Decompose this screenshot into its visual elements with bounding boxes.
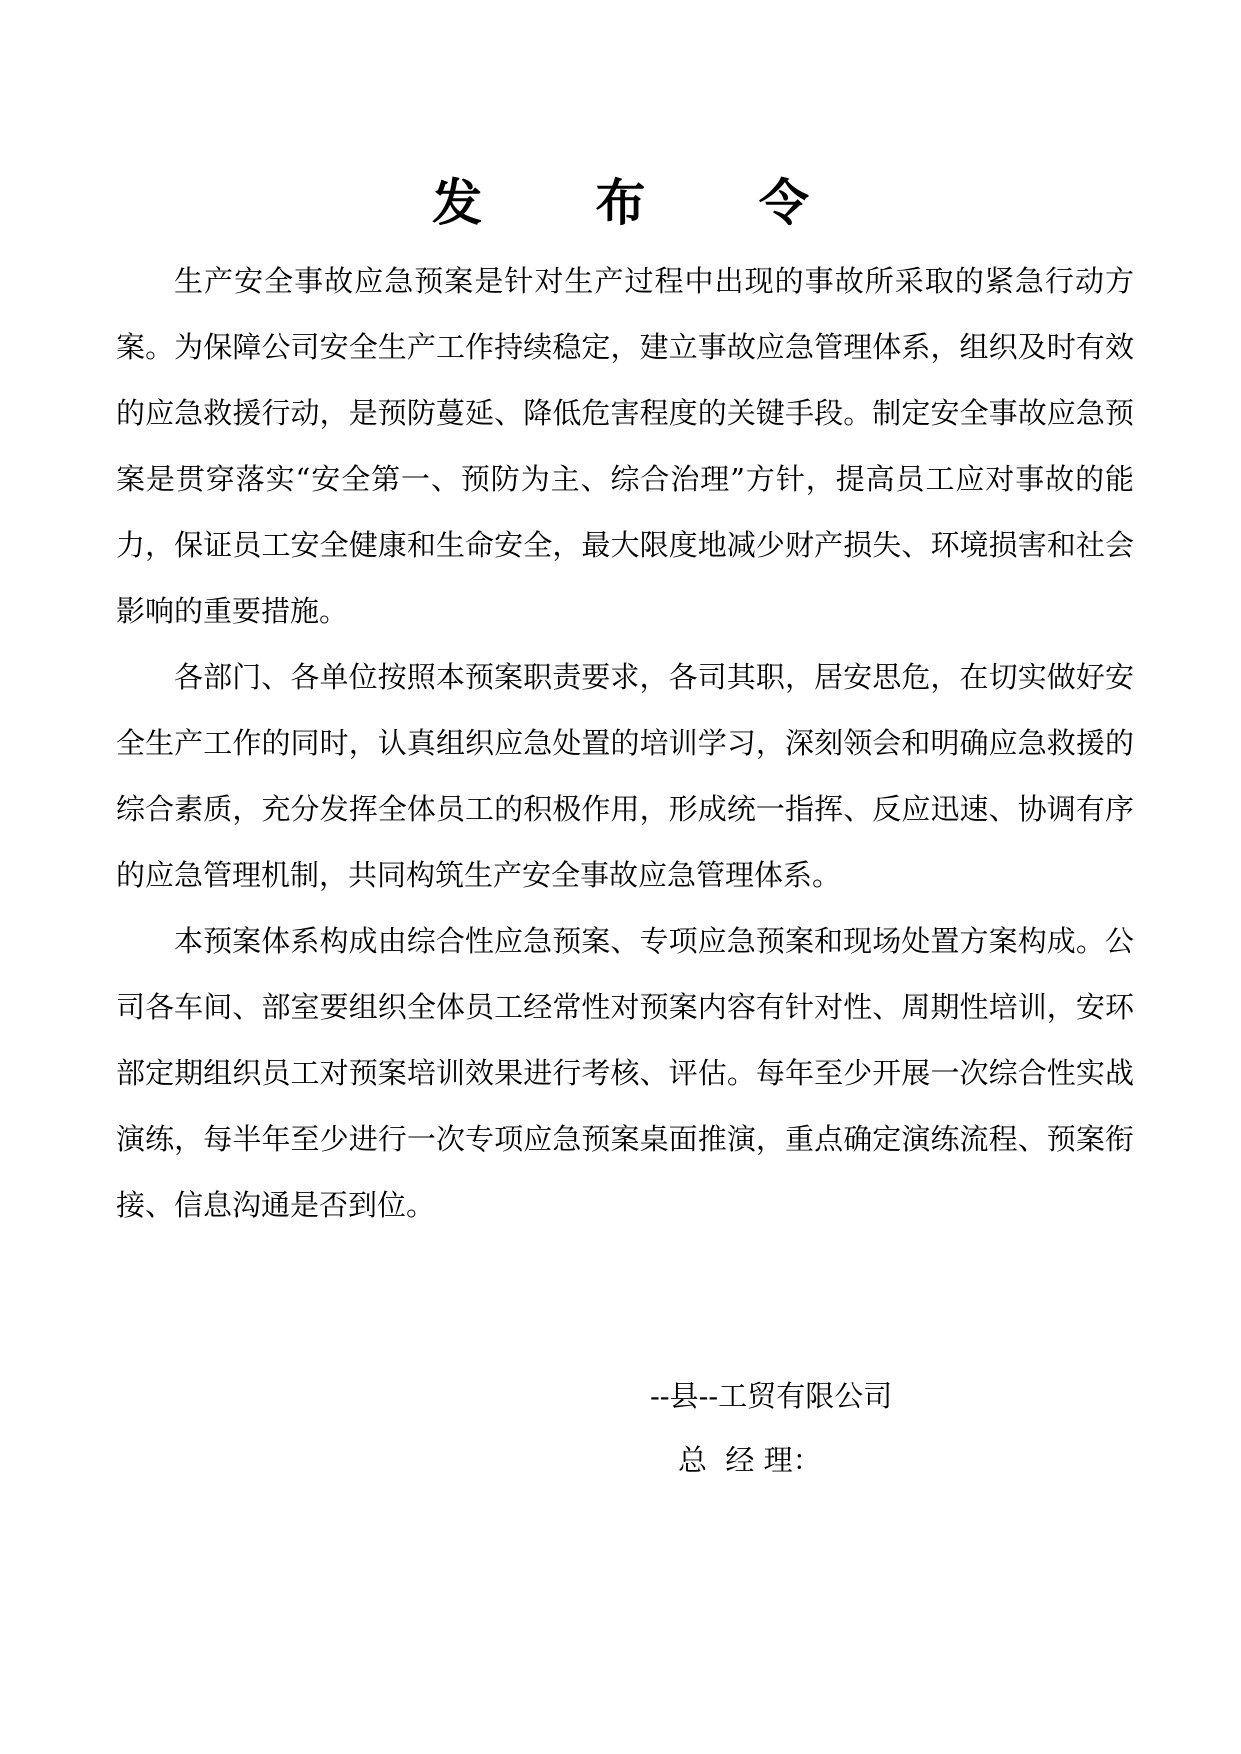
document-title: [0, 168, 1241, 238]
title-char: 发: [432, 174, 483, 232]
company-name: --县--工贸有限公司: [650, 1379, 893, 1413]
document-body: [116, 248, 1134, 1238]
paragraph: 各部门、各单位按照本预案职责要求，各司其职，居安思危，在切实做好安全生产工作的同时，认真组织应急处置的培训学习，深刻领会和明确应急救援的综合素质，充分发挥全体员工的积极作用，形成统一指挥、反应迅速、协调有序的应急管理机制，共同构筑生产安全事故应急管理体系。: [116, 660, 1134, 892]
general-manager-label: 总 经 理：: [678, 1443, 822, 1477]
paragraph: 生产安全事故应急预案是针对生产过程中出现的事故所采取的紧急行动方案。为保障公司安全生产工作持续稳定，建立事故应急管理体系，组织及时有效的应急救援行动，是预防蔓延、降低危害程度的关键手段。制定安全事故应急预案是贯穿落实“安全第一、预防为主、综合治理”方针，提高员工应对事故的能力，保证员工安全健康和生命安全，最大限度地减少财产损失、环境损害和社会影响的重要措施。: [116, 264, 1134, 628]
signature-block: [650, 1364, 1050, 1492]
title-char: 令: [758, 174, 809, 232]
title-char: 布: [595, 174, 646, 232]
paragraph: 本预案体系构成由综合性应急预案、专项应急预案和现场处置方案构成。公司各车间、部室要组织全体员工经常性对预案内容有针对性、周期性培训，安环部定期组织员工对预案培训效果进行考核、评估。每年至少开展一次综合性实战演练，每半年至少进行一次专项应急预案桌面推演，重点确定演练流程、预案衔接、信息沟通是否到位。: [116, 924, 1134, 1222]
